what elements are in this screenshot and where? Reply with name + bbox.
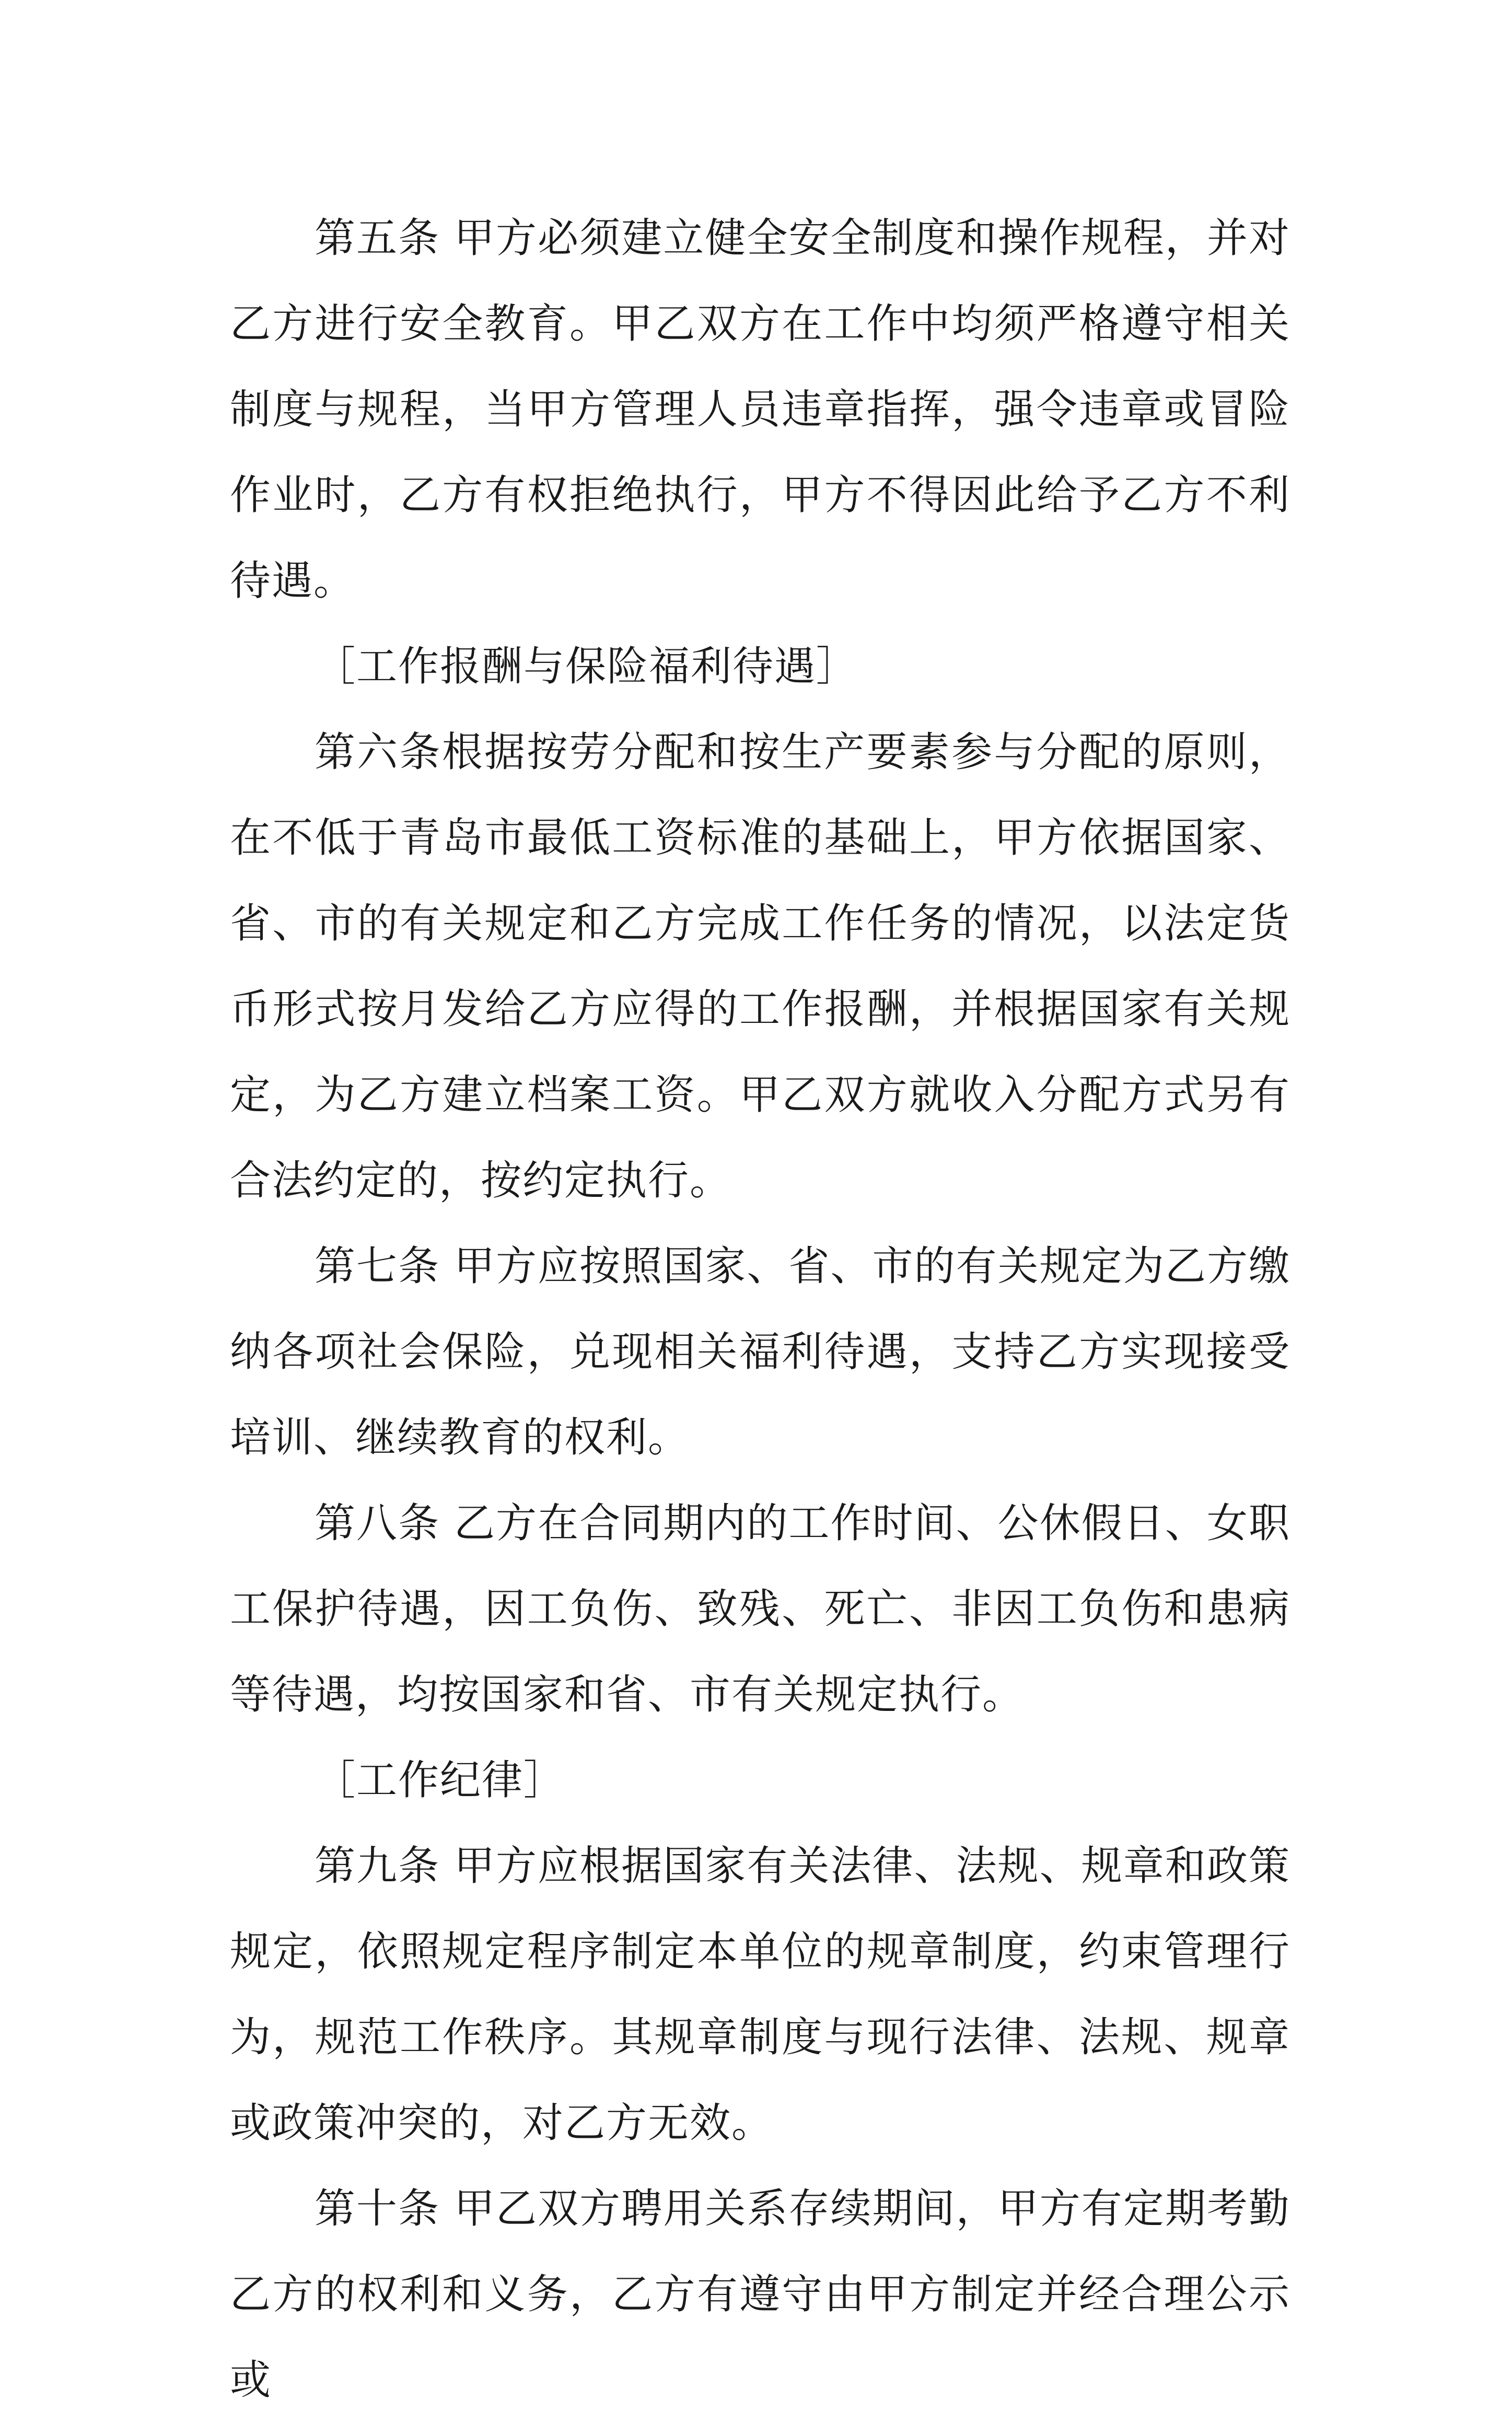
article-6: 第六条根据按劳分配和按生产要素参与分配的原则，在不低于青岛市最低工资标准的基础上，甲方依据国家、省、市的有关规定和乙方完成工作任务的情况，以法定货币形式按月发给乙方应得的工作报酬，并根据国家有关规定，为乙方建立档案工资。甲乙双方就收入分配方式另有合法约定的，按约定执行。	[230, 729, 1290, 1204]
article-8: 第八条 乙方在合同期内的工作时间、公休假日、女职工保护待遇，因工负伤、致残、死亡、非因工负伤和患病等待遇，均按国家和省、市有关规定执行。	[230, 1500, 1290, 1718]
section-heading-discipline: ［工作纪律］	[315, 1757, 566, 1804]
article-9: 第九条 甲方应根据国家有关法律、法规、规章和政策规定，依照规定程序制定本单位的规章制度，约束管理行为，规范工作秩序。其规章制度与现行法律、法规、规章或政策冲突的，对乙方无效。	[230, 1843, 1290, 2147]
article-7: 第七条 甲方应按照国家、省、市的有关规定为乙方缴纳各项社会保险，兑现相关福利待遇，支持乙方实现接受培训、继续教育的权利。	[230, 1243, 1290, 1461]
article-5: 第五条 甲方必须建立健全安全制度和操作规程，并对乙方进行安全教育。甲乙双方在工作中均须严格遵守相关制度与规程，当甲方管理人员违章指挥，强令违章或冒险作业时，乙方有权拒绝执行，甲方不得因此给予乙方不利待遇。	[230, 215, 1290, 604]
document-body	[230, 195, 1290, 2423]
section-heading-compensation: ［工作报酬与保险福利待遇］	[315, 643, 858, 690]
article-10: 第十条 甲乙双方聘用关系存续期间，甲方有定期考勤乙方的权利和义务，乙方有遵守由甲方制定并经合理公示或	[230, 2185, 1290, 2404]
